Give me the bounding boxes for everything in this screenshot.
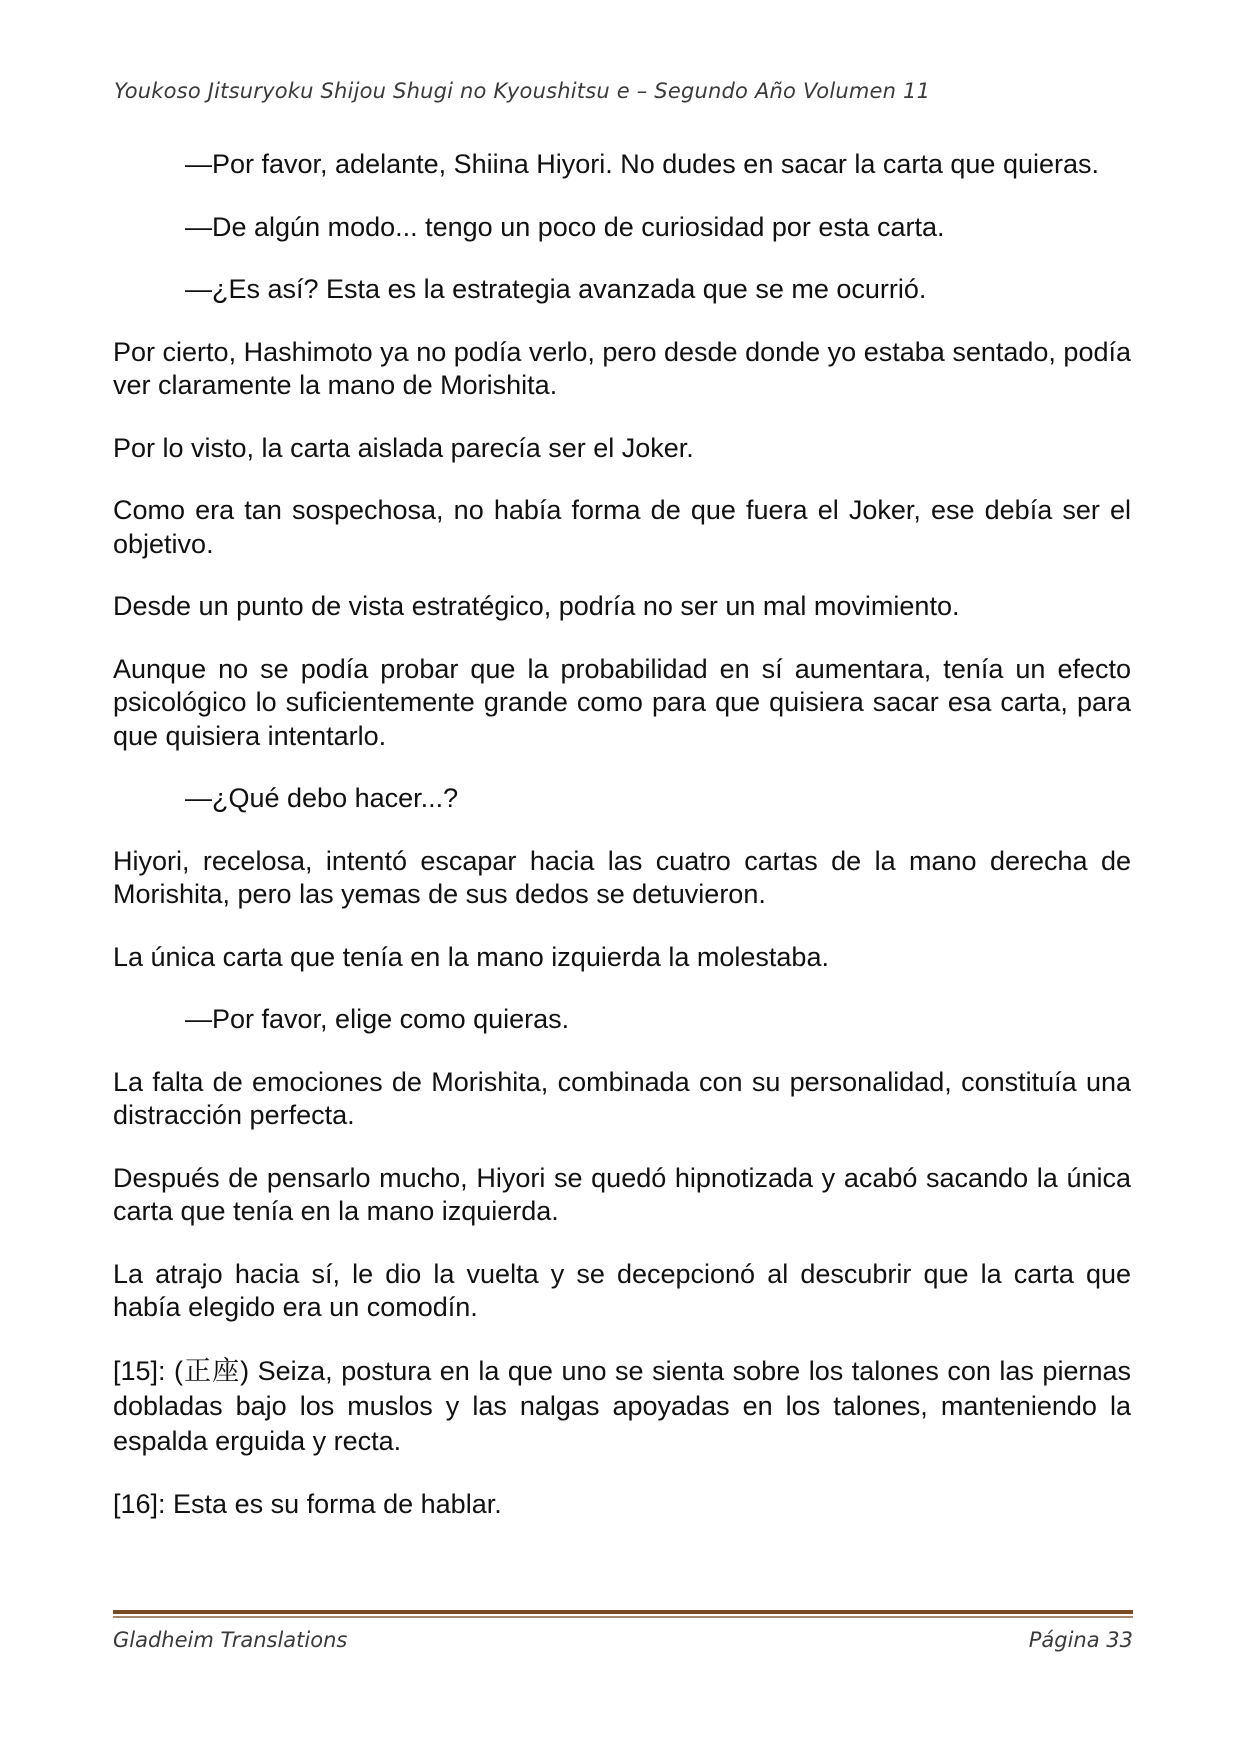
paragraph: Aunque no se podía probar que la probabilidad en sí aumentara, tenía un efecto psicológico lo suficientemente grande como para que quisiera sacar esa carta, para que quisiera intentarlo. [113,653,1131,751]
footnote-16: [16]: Esta es su forma de hablar. [113,1488,502,1519]
paragraph: Hiyori, recelosa, intentó escapar hacia las cuatro cartas de la mano derecha de Morishita, pero las yemas de sus dedos se detuvieron. [113,845,1131,909]
paragraph: —Por favor, adelante, Shiina Hiyori. No dudes en sacar la carta que quieras. [185,149,1100,179]
running-header: Youkoso Jitsuryoku Shijou Shugi no Kyoushitsu e – Segundo Año Volumen 11 [114,79,931,103]
footer-divider-thick [113,1610,1133,1614]
paragraph: La única carta que tenía en la mano izquierda la molestaba. [113,941,829,972]
footer-divider [113,1610,1133,1618]
paragraph: La atrajo hacia sí, le dio la vuelta y se decepcionó al descubrir que la carta que había elegido era un comodín. [113,1258,1131,1322]
page-number: Página 33 [1028,1628,1133,1652]
footer-credit: Gladheim Translations [113,1628,348,1652]
body-text [113,148,1131,1550]
paragraph: Como era tan sospechosa, no había forma de que fuera el Joker, ese debía ser el objetivo. [113,495,1131,559]
paragraph: —De algún modo... tengo un poco de curiosidad por esta carta. [185,211,945,242]
footnote-15: [15]: (正座) Seiza, postura en la que uno se sienta sobre los talones con las piernas dobladas bajo los muslos y las nalgas apoyadas en los talones, manteniendo la espalda erguida y recta. [113,1355,1131,1456]
paragraph: Después de pensarlo mucho, Hiyori se quedó hipnotizada y acabó sacando la única carta que tenía en la mano izquierda. [113,1162,1131,1226]
paragraph: —¿Qué debo hacer...? [185,783,459,813]
paragraph: La falta de emociones de Morishita, combinada con su personalidad, constituía una distracción perfecta. [113,1066,1131,1130]
paragraph: Por cierto, Hashimoto ya no podía verlo, pero desde donde yo estaba sentado, podía ver claramente la mano de Morishita. [113,336,1131,400]
paragraph: Desde un punto de vista estratégico, podría no ser un mal movimiento. [113,591,960,621]
paragraph: —Por favor, elige como quieras. [185,1004,570,1034]
paragraph: —¿Es así? Esta es la estrategia avanzada que se me ocurrió. [185,274,927,304]
paragraph: Por lo visto, la carta aislada parecía ser el Joker. [113,432,694,463]
footer-divider-thin [113,1616,1133,1618]
